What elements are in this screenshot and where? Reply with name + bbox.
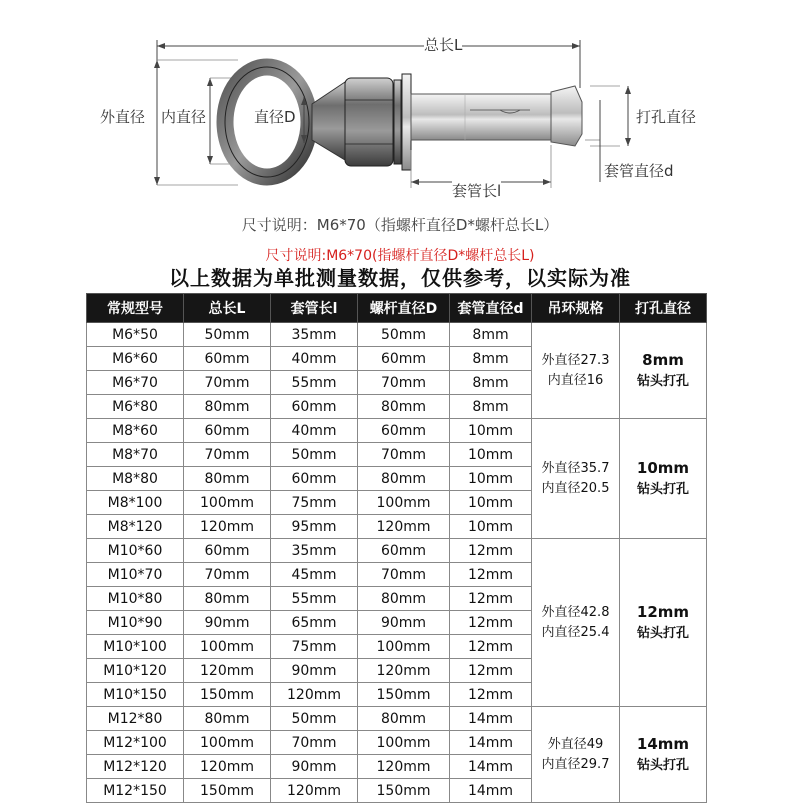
cell-model: M10*120 [87,659,184,683]
cell-sleeve-length: 90mm [271,755,358,779]
cell-model: M10*100 [87,635,184,659]
cell-rod-diameter: 80mm [358,587,450,611]
cell-drill-diameter [620,419,707,539]
cell-sleeve-diameter: 12mm [450,635,532,659]
cell-ring-spec [532,707,620,803]
cell-rod-diameter: 80mm [358,395,450,419]
cell-model: M12*120 [87,755,184,779]
cell-model: M8*70 [87,443,184,467]
drill-note: 钻头打孔 [636,757,689,773]
cell-total-length: 70mm [184,371,271,395]
cell-total-length: 80mm [184,467,271,491]
cell-sleeve-length: 90mm [271,659,358,683]
ring-inner-diameter: 内直径20.5 [541,480,610,496]
cell-model: M6*70 [87,371,184,395]
cell-model: M6*50 [87,323,184,347]
cell-total-length: 70mm [184,443,271,467]
rod-diameter-label: 直径D [254,108,296,126]
table-row [87,707,707,731]
cell-ring-spec [532,539,620,707]
cell-sleeve-length: 75mm [271,491,358,515]
cell-sleeve-diameter: 12mm [450,539,532,563]
ring-inner-diameter: 内直径16 [547,372,604,388]
cell-total-length: 100mm [184,635,271,659]
cell-sleeve-diameter: 10mm [450,515,532,539]
drill-size: 14mm [636,734,690,753]
cell-model: M10*70 [87,563,184,587]
cell-model: M8*120 [87,515,184,539]
cell-rod-diameter: 60mm [358,347,450,371]
cell-model: M6*60 [87,347,184,371]
cell-total-length: 100mm [184,491,271,515]
cell-sleeve-diameter: 8mm [450,395,532,419]
table-header-row [87,294,707,323]
cell-model: M12*150 [87,779,184,803]
drill-size: 12mm [636,602,690,621]
ring-outer-diameter: 外直径35.7 [541,460,610,476]
header-rod-diameter: 螺杆直径D [358,294,450,323]
cell-sleeve-diameter: 14mm [450,779,532,803]
drill-diameter-label: 打孔直径 [636,108,697,126]
cell-sleeve-length: 50mm [271,443,358,467]
cell-rod-diameter: 120mm [358,755,450,779]
drill-note: 钻头打孔 [636,373,689,389]
header-sleeve-length: 套管长l [271,294,358,323]
cell-model: M6*80 [87,395,184,419]
cell-sleeve-diameter: 12mm [450,611,532,635]
sleeve-length-label: 套管长l [452,182,502,200]
cell-model: M8*60 [87,419,184,443]
cell-sleeve-diameter: 14mm [450,731,532,755]
cell-total-length: 60mm [184,347,271,371]
cell-drill-diameter [620,539,707,707]
cell-sleeve-diameter: 10mm [450,419,532,443]
cell-sleeve-length: 45mm [271,563,358,587]
total-length-label: 总长L [424,36,463,54]
cell-rod-diameter: 120mm [358,659,450,683]
cell-total-length: 90mm [184,611,271,635]
cell-sleeve-length: 35mm [271,323,358,347]
table-row [87,539,707,563]
cell-total-length: 60mm [184,539,271,563]
cell-rod-diameter: 70mm [358,371,450,395]
cell-total-length: 150mm [184,779,271,803]
header-total-length: 总长L [184,294,271,323]
cell-rod-diameter: 70mm [358,443,450,467]
cell-sleeve-length: 55mm [271,371,358,395]
inner-diameter-label: 内直径 [161,108,207,126]
outer-diameter-label: 外直径 [100,108,146,126]
cell-rod-diameter: 60mm [358,419,450,443]
cell-model: M10*80 [87,587,184,611]
header-model: 常规型号 [87,294,184,323]
cell-rod-diameter: 120mm [358,515,450,539]
cell-sleeve-length: 40mm [271,419,358,443]
ring-outer-diameter: 外直径42.8 [541,604,610,620]
cell-sleeve-diameter: 12mm [450,683,532,707]
cell-sleeve-length: 120mm [271,683,358,707]
drill-note: 钻头打孔 [636,481,689,497]
spring-washer [394,80,401,164]
cell-ring-spec [532,323,620,419]
cell-sleeve-length: 60mm [271,395,358,419]
cell-sleeve-diameter: 12mm [450,659,532,683]
cell-sleeve-length: 60mm [271,467,358,491]
cell-sleeve-length: 70mm [271,731,358,755]
disclaimer: 以上数据为单批测量数据，仅供参考，以实际为准 [169,266,631,290]
cell-sleeve-diameter: 12mm [450,587,532,611]
size-note-red: 尺寸说明:M6*70(指螺杆直径D*螺杆总长L) [265,248,535,264]
cell-sleeve-length: 50mm [271,707,358,731]
drill-note: 钻头打孔 [636,625,689,641]
cell-sleeve-length: 65mm [271,611,358,635]
cell-rod-diameter: 150mm [358,779,450,803]
cell-sleeve-length: 120mm [271,779,358,803]
cell-rod-diameter: 80mm [358,707,450,731]
cell-sleeve-diameter: 10mm [450,491,532,515]
cell-model: M8*80 [87,467,184,491]
cell-model: M10*150 [87,683,184,707]
cell-sleeve-diameter: 14mm [450,755,532,779]
cell-model: M10*60 [87,539,184,563]
cell-sleeve-diameter: 8mm [450,371,532,395]
cell-total-length: 80mm [184,587,271,611]
cell-model: M10*90 [87,611,184,635]
cell-total-length: 80mm [184,707,271,731]
cell-rod-diameter: 90mm [358,611,450,635]
cell-rod-diameter: 100mm [358,731,450,755]
sleeve [411,94,551,140]
cell-rod-diameter: 60mm [358,539,450,563]
cell-sleeve-diameter: 10mm [450,443,532,467]
cell-drill-diameter [620,323,707,419]
size-note: 尺寸说明：M6*70（指螺杆直径D*螺杆总长L） [241,216,559,234]
cell-ring-spec [532,419,620,539]
cell-total-length: 120mm [184,755,271,779]
cell-drill-diameter [620,707,707,803]
drill-size: 8mm [642,350,684,369]
expansion-cone [551,86,582,146]
cell-total-length: 80mm [184,395,271,419]
ring-inner-diameter: 内直径29.7 [541,756,610,772]
hex-nut [345,78,393,166]
cell-sleeve-length: 35mm [271,539,358,563]
cell-rod-diameter: 70mm [358,563,450,587]
flat-washer [402,74,411,170]
table-row [87,323,707,347]
cell-total-length: 100mm [184,731,271,755]
cell-sleeve-diameter: 12mm [450,563,532,587]
cell-rod-diameter: 100mm [358,491,450,515]
collar [312,82,345,160]
product-diagram [0,0,800,210]
cell-total-length: 70mm [184,563,271,587]
cell-sleeve-diameter: 8mm [450,347,532,371]
sleeve-diameter-label: 套管直径d [604,162,674,180]
drill-size: 10mm [636,458,690,477]
cell-sleeve-length: 55mm [271,587,358,611]
header-drill-diameter: 打孔直径 [620,294,707,323]
cell-sleeve-length: 40mm [271,347,358,371]
cell-rod-diameter: 50mm [358,323,450,347]
cell-total-length: 120mm [184,659,271,683]
cell-rod-diameter: 150mm [358,683,450,707]
cell-model: M8*100 [87,491,184,515]
cell-total-length: 150mm [184,683,271,707]
ring-outer-diameter: 外直径49 [547,736,604,752]
cell-total-length: 60mm [184,419,271,443]
cell-sleeve-length: 95mm [271,515,358,539]
cell-sleeve-diameter: 14mm [450,707,532,731]
cell-sleeve-diameter: 8mm [450,323,532,347]
ring-inner-diameter: 内直径25.4 [541,624,610,640]
spec-table-body [87,323,707,803]
cell-model: M12*80 [87,707,184,731]
cell-sleeve-diameter: 10mm [450,467,532,491]
cell-rod-diameter: 100mm [358,635,450,659]
header-ring-spec: 吊环规格 [532,294,620,323]
ring-outer-diameter: 外直径27.3 [541,352,610,368]
cell-model: M12*100 [87,731,184,755]
cell-total-length: 50mm [184,323,271,347]
cell-rod-diameter: 80mm [358,467,450,491]
eyebolt-anchor-drawing [0,0,800,210]
cell-total-length: 120mm [184,515,271,539]
cell-sleeve-length: 75mm [271,635,358,659]
spec-table [86,293,707,803]
header-sleeve-diameter: 套管直径d [450,294,532,323]
table-row [87,419,707,443]
